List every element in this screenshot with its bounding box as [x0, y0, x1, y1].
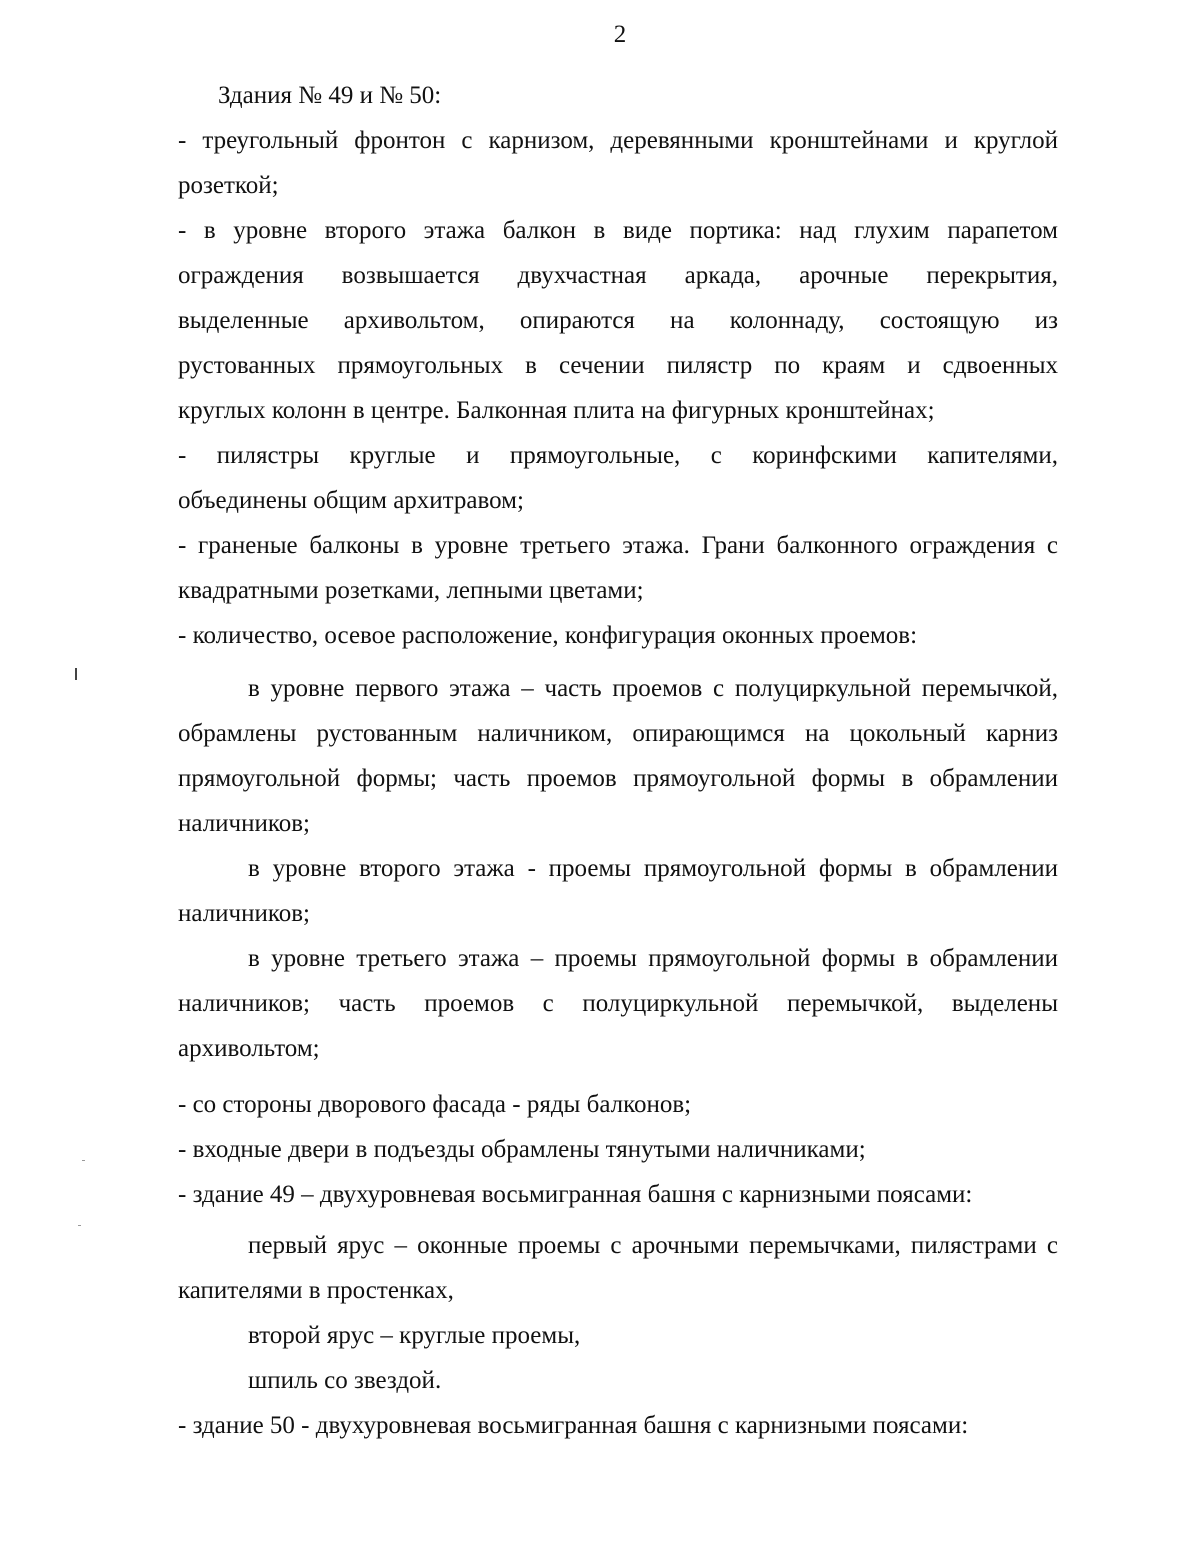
text-line: - здание 50 - двухуровневая восьмигранная башня с карнизными поясами: [178, 1412, 969, 1439]
text-line: - треугольный фронтон с карнизом, деревянными кронштейнами и круглой [178, 127, 1058, 154]
text-line: выделенные архивольтом, опираются на колоннаду, состоящую из [178, 307, 1058, 334]
text-line: второй ярус – круглые проемы, [248, 1322, 581, 1349]
scan-artifact-mark [78, 1225, 81, 1226]
text-line: прямоугольной формы; часть проемов прямоугольной формы в обрамлении [178, 765, 1058, 792]
text-line: объединены общим архитравом; [178, 487, 524, 514]
scan-artifact-mark [82, 1160, 85, 1161]
text-line: ограждения возвышается двухчастная аркада, арочные перекрытия, [178, 262, 1058, 289]
text-line: наличников; часть проемов с полуциркульной перемычкой, выделены [178, 990, 1058, 1017]
text-line: - входные двери в подъезды обрамлены тянутыми наличниками; [178, 1136, 866, 1163]
text-line: капителями в простенках, [178, 1277, 454, 1304]
text-line: в уровне второго этажа - проемы прямоугольной формы в обрамлении [248, 855, 1058, 882]
document-body [178, 73, 1058, 1448]
text-line: - со стороны дворового фасада - ряды балконов; [178, 1091, 692, 1118]
text-line: рустованных прямоугольных в сечении пилястр по краям и сдвоенных [178, 352, 1058, 379]
text-line: наличников; [178, 810, 311, 837]
text-line: розеткой; [178, 172, 279, 199]
text-line: - здание 49 – двухуровневая восьмигранная башня с карнизными поясами: [178, 1181, 973, 1208]
text-line: наличников; [178, 900, 311, 927]
text-line: первый ярус – оконные проемы с арочными перемычками, пилястрами с [248, 1232, 1058, 1259]
section-heading: Здания № 49 и № 50: [218, 82, 442, 109]
text-line: архивольтом; [178, 1035, 320, 1062]
text-line: - в уровне второго этажа балкон в виде портика: над глухим парапетом [178, 217, 1058, 244]
text-line: - граненые балконы в уровне третьего этажа. Грани балконного ограждения с [178, 532, 1058, 559]
text-line: квадратными розетками, лепными цветами; [178, 577, 644, 604]
text-line: - пилястры круглые и прямоугольные, с коринфскими капителями, [178, 442, 1058, 469]
scan-artifact-mark [75, 668, 77, 680]
page-number: 2 [613, 21, 627, 48]
text-line: в уровне первого этажа – часть проемов с полуциркульной перемычкой, [248, 675, 1058, 702]
text-line: обрамлены рустованным наличником, опирающимся на цокольный карниз [178, 720, 1058, 747]
text-line: - количество, осевое расположение, конфигурация оконных проемов: [178, 622, 918, 649]
text-line: шпиль со звездой. [248, 1367, 442, 1394]
text-line: круглых колонн в центре. Балконная плита на фигурных кронштейнах; [178, 397, 935, 424]
text-line: в уровне третьего этажа – проемы прямоугольной формы в обрамлении [248, 945, 1058, 972]
